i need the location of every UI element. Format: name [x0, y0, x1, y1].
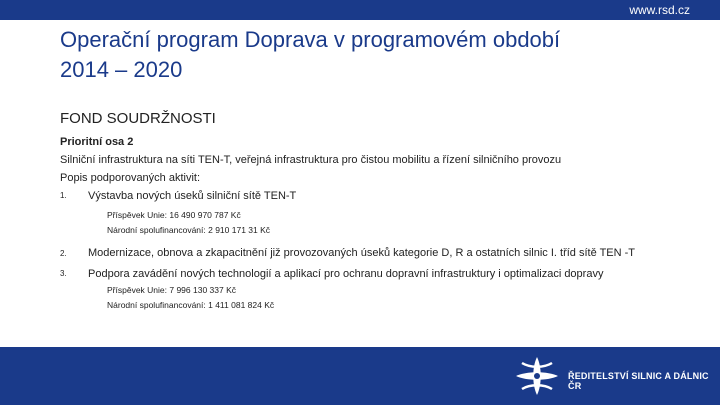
priority-axis: Prioritní osa 2 [60, 136, 134, 148]
list-item [60, 187, 700, 205]
top-bar [0, 0, 720, 20]
item-number: 1. [60, 191, 67, 200]
list-item [60, 247, 700, 260]
website-url: www.rsd.cz [629, 3, 690, 17]
eu-contribution: Příspěvek Unie: 16 490 970 787 Kč [107, 210, 241, 220]
item-text: Modernizace, obnova a zkapacitnění již provozovaných úseků kategorie D, R a ostatních silnic I. tříd sítě TEN -T [88, 247, 636, 259]
activities-intro: Popis podporovaných aktivit: [60, 172, 201, 184]
national-cofinancing: Národní spolufinancování: 2 910 171 31 Kč [107, 225, 271, 235]
national-cofinancing: Národní spolufinancování: 1 411 081 824 Kč [107, 300, 275, 310]
list-item [60, 265, 700, 283]
item-number: 2. [60, 249, 67, 258]
axis-description: Silniční infrastruktura na síti TEN-T, veřejná infrastruktura pro čistou mobilitu a řízení silničního provozu [60, 154, 562, 166]
title-line-1: Operační program Doprava v programovém období [60, 27, 561, 52]
item-text: Podpora zavádění nových technologií a aplikací pro ochranu dopravní infrastruktury i optimalizaci dopravy [88, 268, 604, 280]
title-line-2: 2014 – 2020 [60, 57, 183, 82]
eu-contribution: Příspěvek Unie: 7 996 130 337 Kč [107, 285, 236, 295]
fund-heading: FOND SOUDRŽNOSTI [60, 110, 216, 127]
slide-title [60, 25, 700, 85]
highway-interchange-logo-icon [512, 354, 562, 398]
item-text: Výstavba nových úseků silniční sítě TEN-T [88, 190, 297, 202]
brand-name: ŘEDITELSTVÍ SILNIC A DÁLNIC ČR [568, 371, 709, 391]
slide-content [60, 133, 700, 313]
item-number: 3. [60, 269, 67, 278]
